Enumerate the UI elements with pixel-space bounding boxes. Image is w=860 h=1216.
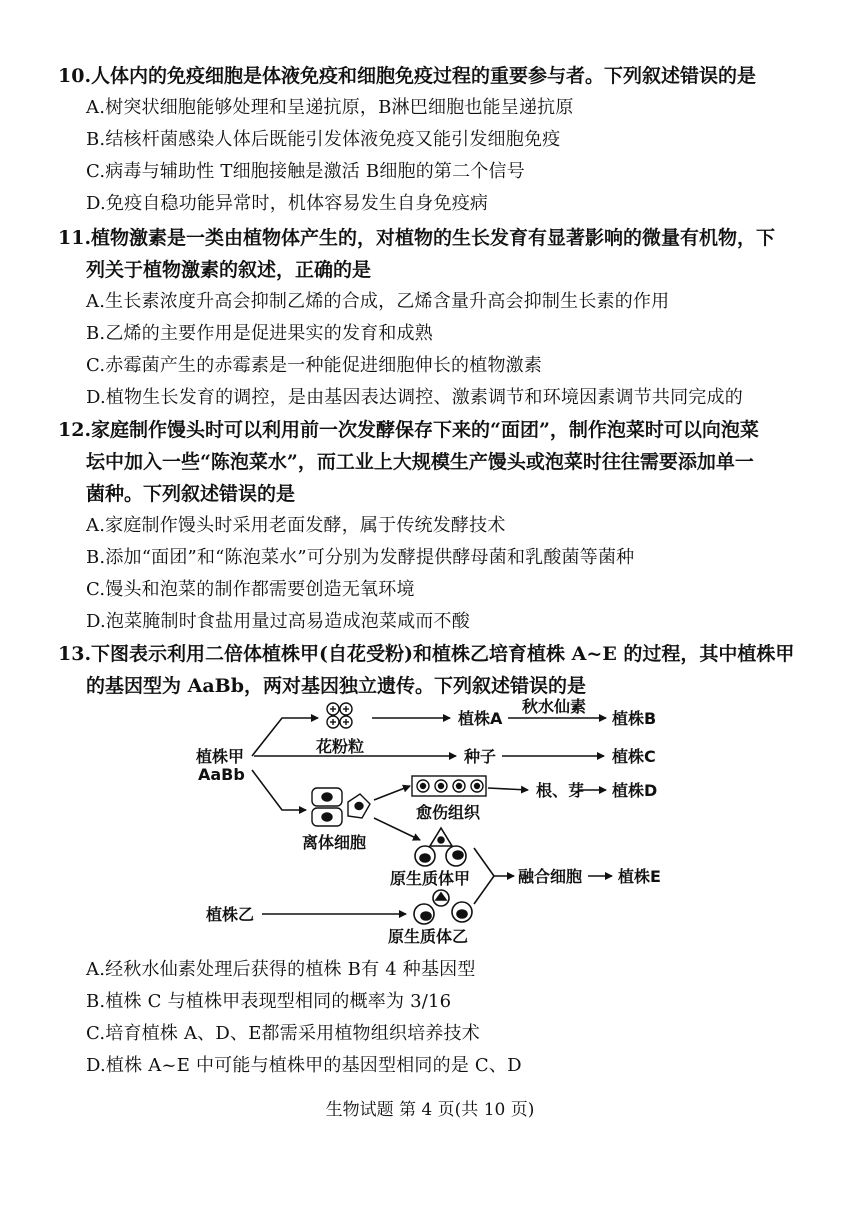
label-isolated-cells: 离体细胞 [302, 833, 367, 852]
pollen-grain-icon [327, 703, 352, 728]
label-plant-e: 植株E [618, 867, 661, 886]
page-footer: 生物试题 第 4 页(共 10 页) [325, 1100, 535, 1120]
stem-line: 12.家庭制作馒头时可以利用前一次发酵保存下来的“面团”，制作泡菜时可以向泡菜 [58, 419, 759, 441]
q10-option-b[interactable]: B.结核杆菌感染人体后既能引发体液免疫又能引发细胞免疫 [86, 129, 561, 150]
label-pollen: 花粉粒 [316, 737, 365, 756]
q11-option-a[interactable]: A.生长素浓度升高会抑制乙烯的合成，乙烯含量升高会抑制生长素的作用 [86, 291, 670, 312]
label-plant-a: 植株A [458, 709, 503, 728]
label-root-bud: 根、芽 [536, 781, 585, 800]
q13-option-d[interactable]: D.植株 A~E 中可能与植株甲的基因型相同的是 C、D [86, 1055, 522, 1076]
label-plant-d: 植株D [612, 781, 658, 800]
isolated-cells-icon [312, 788, 370, 826]
stem-line: 列关于植物激素的叙述，正确的是 [86, 259, 372, 281]
label-callus: 愈伤组织 [416, 803, 481, 822]
label-plant-yi: 植株乙 [206, 905, 255, 924]
label-plant-jia: 植株甲 [196, 747, 245, 766]
label-protoplast-yi: 原生质体乙 [388, 927, 469, 946]
q12-option-a[interactable]: A.家庭制作馒头时采用老面发酵，属于传统发酵技术 [86, 515, 506, 536]
label-protoplast-jia: 原生质体甲 [390, 869, 471, 888]
protoplast-jia-icon [415, 828, 466, 866]
stem-line: 10.人体内的免疫细胞是体液免疫和细胞免疫过程的重要参与者。下列叙述错误的是 [58, 65, 757, 87]
q12-option-b[interactable]: B.添加“面团”和“陈泡菜水”可分别为发酵提供酵母菌和乳酸菌等菌种 [86, 547, 635, 568]
stem-line: 13.下图表示利用二倍体植株甲(自花受粉)和植株乙培育植株 A~E 的过程，其中植株甲 [58, 643, 795, 665]
stem-line: 坛中加入一些“陈泡菜水”，而工业上大规模生产馒头或泡菜时往往需要添加单一 [86, 451, 754, 473]
label-genotype: AaBb [198, 765, 245, 784]
q10-option-a[interactable]: A.树突状细胞能够处理和呈递抗原，B淋巴细胞也能呈递抗原 [86, 97, 574, 118]
label-seed: 种子 [464, 747, 497, 766]
q11-option-c[interactable]: C.赤霉菌产生的赤霉素是一种能促进细胞伸长的植物激素 [86, 355, 543, 376]
label-colchicine: 秋水仙素 [522, 697, 587, 716]
label-fused-cell: 融合细胞 [518, 867, 583, 886]
callus-icon [412, 776, 486, 796]
stem-line: 11.植物激素是一类由植物体产生的，对植物的生长发育有显著影响的微量有机物，下 [58, 227, 776, 249]
label-plant-c: 植株C [612, 747, 656, 766]
q12-option-d[interactable]: D.泡菜腌制时食盐用量过高易造成泡菜咸而不酸 [86, 611, 470, 632]
q13-option-b[interactable]: B.植株 C 与植株甲表现型相同的概率为 3/16 [86, 991, 452, 1012]
stem-line: 菌种。下列叙述错误的是 [86, 483, 296, 505]
q11-option-b[interactable]: B.乙烯的主要作用是促进果实的发育和成熟 [86, 323, 433, 344]
protoplast-yi-icon [414, 890, 472, 924]
q10-option-c[interactable]: C.病毒与辅助性 T细胞接触是激活 B细胞的第二个信号 [86, 161, 525, 182]
q11-option-d[interactable]: D.植物生长发育的调控，是由基因表达调控、激素调节和环境因素调节共同完成的 [86, 387, 743, 408]
q10-option-d[interactable]: D.免疫自稳功能异常时，机体容易发生自身免疫病 [86, 193, 489, 214]
q13-option-c[interactable]: C.培育植株 A、D、E都需采用植物组织培养技术 [86, 1023, 480, 1044]
q13-option-a[interactable]: A.经秋水仙素处理后获得的植株 B有 4 种基因型 [86, 959, 476, 980]
q12-option-c[interactable]: C.馒头和泡菜的制作都需要创造无氧环境 [86, 579, 415, 600]
label-plant-b: 植株B [612, 709, 657, 728]
stem-line: 的基因型为 AaBb，两对基因独立遗传。下列叙述错误的是 [86, 675, 587, 697]
